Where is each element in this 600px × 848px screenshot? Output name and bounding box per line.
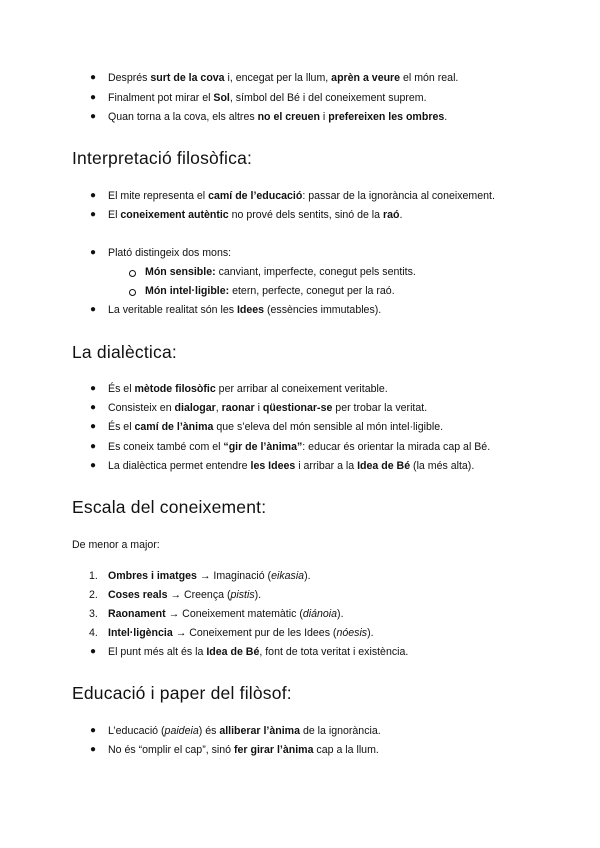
- list-item: Després surt de la cova i, encegat per la llum, aprèn a veure el món real.: [108, 72, 459, 84]
- bullet-marker: ●: [90, 111, 97, 122]
- bullet-marker: ●: [90, 383, 97, 394]
- section-heading: Interpretació filosòfica:: [72, 148, 253, 168]
- list-item: Consisteix en dialogar, raonar i qüestionar-se per trobar la veritat.: [108, 402, 428, 414]
- list-item: No és “omplir el cap”, sinó fer girar l’ànima cap a la llum.: [108, 744, 379, 756]
- list-number: 3.: [89, 608, 98, 620]
- list-item: Quan torna a la cova, els altres no el creuen i prefereixen les ombres.: [108, 111, 448, 123]
- bullet-marker: ●: [90, 209, 97, 220]
- numbered-item: Coses reals → Creença (pistis).: [108, 589, 262, 601]
- bullet-marker: ●: [90, 92, 97, 103]
- list-item: És el mètode filosòfic per arribar al coneixement veritable.: [108, 383, 388, 395]
- sub-bullet-marker: [129, 270, 136, 277]
- list-item: Finalment pot mirar el Sol, símbol del Bé i del coneixement suprem.: [108, 92, 427, 104]
- bullet-marker: ●: [90, 441, 97, 452]
- list-number: 4.: [89, 627, 98, 639]
- bullet-marker: ●: [90, 646, 97, 657]
- section-heading: La dialèctica:: [72, 342, 177, 362]
- numbered-item: Intel·ligència → Coneixement pur de les Idees (nóesis).: [108, 627, 374, 639]
- list-item: L’educació (paideia) és alliberar l’ànima de la ignorància.: [108, 725, 381, 737]
- list-item: Plató distingeix dos mons:: [108, 247, 232, 259]
- bullet-marker: ●: [90, 304, 97, 315]
- bullet-marker: ●: [90, 460, 97, 471]
- list-item: La dialèctica permet entendre les Idees i arribar a la Idea de Bé (la més alta).: [108, 460, 475, 472]
- list-item: La veritable realitat són les Idees (essències immutables).: [108, 304, 382, 316]
- sub-list-item: Món intel·ligible: etern, perfecte, conegut per la raó.: [145, 285, 395, 297]
- list-item: El coneixement autèntic no prové dels sentits, sinó de la raó.: [108, 209, 403, 221]
- sub-bullet-marker: [129, 289, 136, 296]
- bullet-marker: ●: [90, 744, 97, 755]
- numbered-item: Raonament → Coneixement matemàtic (diánoia).: [108, 608, 344, 620]
- section-heading: Escala del coneixement:: [72, 497, 267, 517]
- list-item: El punt més alt és la Idea de Bé, font de tota veritat i existència.: [108, 646, 409, 658]
- list-number: 2.: [89, 589, 98, 601]
- bullet-marker: ●: [90, 190, 97, 201]
- list-item: És el camí de l’ànima que s’eleva del món sensible al món intel·ligible.: [108, 421, 444, 433]
- section-heading: Educació i paper del filòsof:: [72, 683, 292, 703]
- sub-list-item: Món sensible: canviant, imperfecte, conegut pels sentits.: [145, 266, 416, 278]
- intro-text: De menor a major:: [72, 539, 160, 551]
- numbered-item: Ombres i imatges → Imaginació (eikasia).: [108, 570, 311, 582]
- bullet-marker: ●: [90, 421, 97, 432]
- bullet-marker: ●: [90, 247, 97, 258]
- list-item: Es coneix també com el “gir de l’ànima”: educar és orientar la mirada cap al Bé.: [108, 441, 491, 453]
- bullet-marker: ●: [90, 725, 97, 736]
- list-number: 1.: [89, 570, 98, 582]
- bullet-marker: ●: [90, 402, 97, 413]
- bullet-marker: ●: [90, 72, 97, 83]
- list-item: El mite representa el camí de l’educació: passar de la ignorància al coneixement.: [108, 190, 495, 202]
